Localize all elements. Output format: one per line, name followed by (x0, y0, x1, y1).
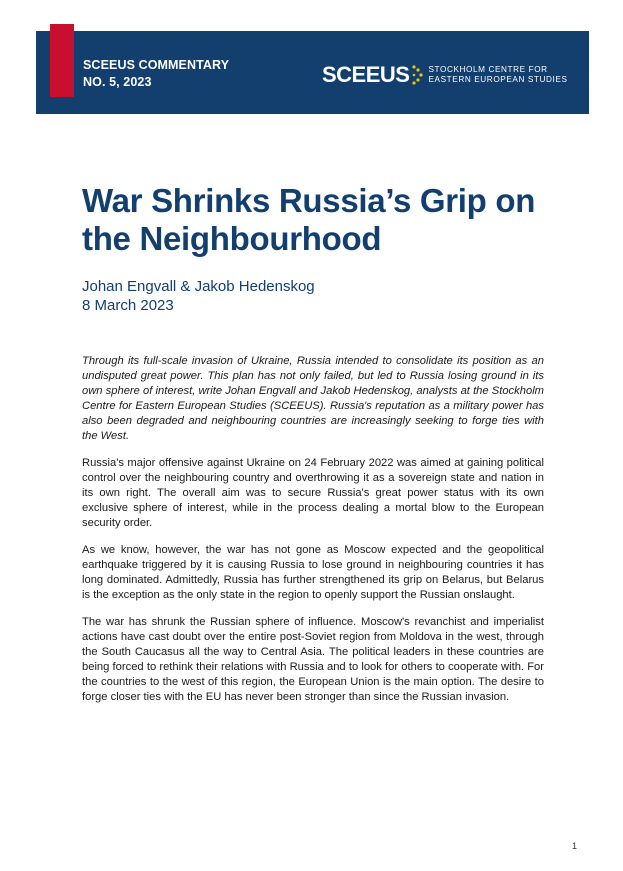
series-label (83, 57, 229, 91)
logo-tagline (428, 65, 567, 85)
article-body (82, 354, 544, 717)
byline (82, 277, 315, 315)
logo-tagline-line-1: STOCKHOLM CENTRE FOR (428, 65, 548, 74)
body-paragraph: As we know, however, the war has not gone as Moscow expected and the geopolitical earthquake triggered by it is causing Russia to lose ground in neighbouring countries it has long dominated. Admittedly, Russia has further strengthened its grip on Belarus, but Belarus is the exception as the only state in the region to openly support the Russian onslaught. (82, 544, 544, 601)
publication-date: 8 March 2023 (82, 297, 174, 314)
accent-bar (50, 24, 74, 97)
logo-dots-icon (411, 64, 423, 86)
body-paragraph: The war has shrunk the Russian sphere of influence. Moscow's revanchist and imperialist actions have cast doubt over the entire post-Soviet region from Moldova in the west, through the South Caucasus all the way to Central Asia. The political leaders in these countries are being forced to rethink their relations with Russia and to look for others to cooperate with. For the countries to the west of this region, the European Union is the main option. The desire to forge closer ties with the EU has never been stronger than since the Russian invasion. (82, 616, 544, 703)
article-title: War Shrinks Russia’s Grip on the Neighbourhood (82, 182, 536, 257)
series-title: SCEEUS COMMENTARY (83, 58, 230, 72)
logo-word: SCEEUS (322, 62, 410, 87)
page-number: 1 (572, 841, 578, 851)
issue-number: NO. 5, 2023 (83, 75, 152, 89)
lead-paragraph: Through its full-scale invasion of Ukraine, Russia intended to consolidate its position as an undisputed great power. This plan has not only failed, but led to Russia losing ground in its own sphere of interest, write Johan Engvall and Jakob Hedenskog, analysts at the Stockholm Centre for Eastern European Studies (SCEEUS). Russia's reputation as a military power has also been degraded and neighbouring countries are increasingly seeking to forge ties with the West. (82, 355, 544, 442)
sceeus-logo (322, 62, 568, 88)
logo-tagline-line-2: EASTERN EUROPEAN STUDIES (428, 75, 568, 84)
body-paragraph: Russia's major offensive against Ukraine on 24 February 2022 was aimed at gaining political control over the neighbouring country and overthrowing it as a sovereign state and nation in its own right. The overall aim was to secure Russia's great power status with its own exclusive sphere of interest, while in the process dealing a mortal blow to the European security order. (82, 457, 544, 529)
authors: Johan Engvall & Jakob Hedenskog (82, 278, 315, 295)
